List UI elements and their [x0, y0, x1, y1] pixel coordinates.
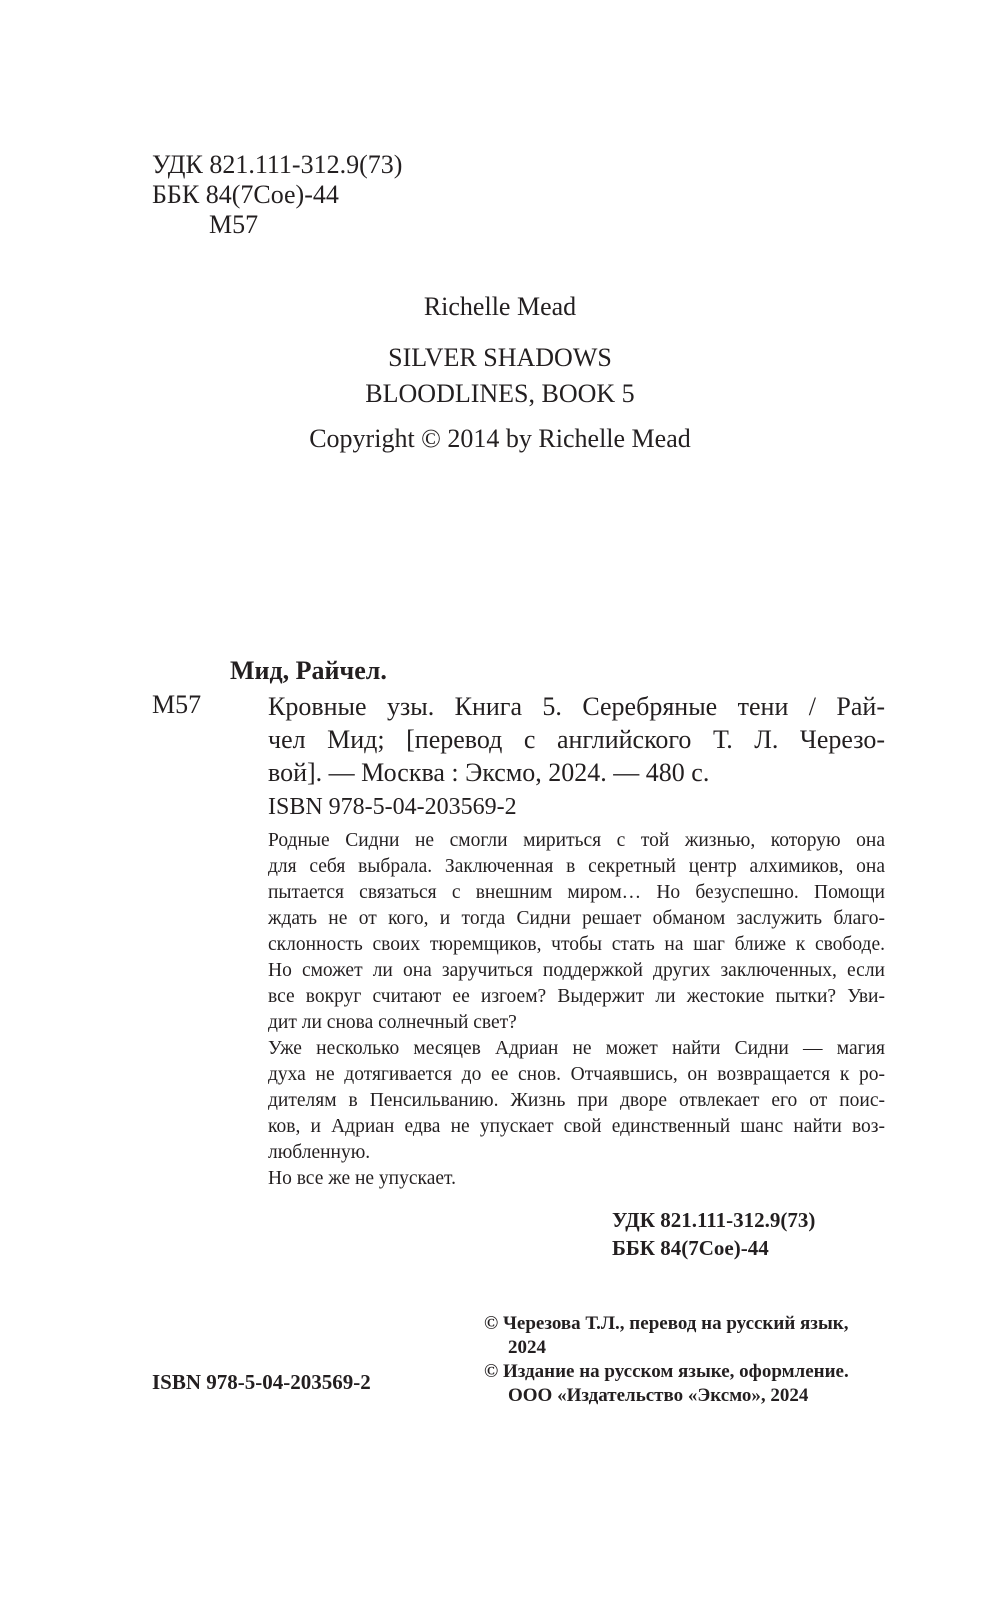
copyrights-ru — [484, 1312, 849, 1408]
annotation-line: дителям в Пенсильванию. Жизнь при дворе отвлекает его от поис- — [268, 1090, 885, 1111]
footer-isbn: ISBN 978-5-04-203569-2 — [152, 1370, 371, 1394]
original-title-line1: SILVER SHADOWS — [388, 343, 612, 372]
annotation-line: пытается связаться с внешним миром… Но безуспешно. Помощи — [268, 882, 885, 903]
classification-codes — [612, 1206, 815, 1262]
original-title-line2: BLOODLINES, BOOK 5 — [365, 379, 635, 408]
annotation-line: все вокруг считают ее изгоем? Выдержит ли жестокие пытки? Уви- — [268, 986, 885, 1007]
annotation — [268, 828, 885, 1192]
original-title — [0, 340, 1000, 412]
original-copyright: Copyright © 2014 by Richelle Mead — [309, 424, 691, 453]
annotation-line: ков, и Адриан едва не упускает свой единственный шанс найти воз- — [268, 1116, 885, 1137]
annotation-line: ждать не от кого, и тогда Сидни решает обманом заслужить благо- — [268, 908, 885, 929]
classification-udk: УДК 821.111-312.9(73) — [612, 1208, 816, 1232]
catalog-entry-line: Кровные узы. Книга 5. Серебряные тени / Рай- — [268, 692, 885, 721]
catalog-code: М57 — [152, 690, 202, 719]
copyright-edition-line1: © Издание на русском языке, оформление. — [484, 1361, 849, 1382]
header-bbk: ББК 84(7Сое)-44 — [152, 180, 339, 209]
annotation-line: Но все же не упускает. — [268, 1168, 456, 1189]
catalog-author: Мид, Райчел. — [230, 656, 387, 685]
annotation-line: Но сможет ли она заручиться поддержкой других заключенных, если — [268, 960, 885, 981]
catalog-isbn: ISBN 978-5-04-203569-2 — [268, 794, 517, 820]
annotation-line: склонность своих тюремщиков, чтобы стать на шаг ближе к свободе. — [268, 934, 885, 955]
copyright-translation-line1: © Черезова Т.Л., перевод на русский язык, — [484, 1313, 849, 1334]
annotation-line: Родные Сидни не смогли мириться с той жизнью, которую она — [268, 830, 885, 851]
catalog-entry-line: вой]. — Москва : Эксмо, 2024. — 480 с. — [268, 758, 710, 787]
header-codes — [152, 150, 402, 240]
annotation-line: Уже несколько месяцев Адриан не может найти Сидни — магия — [268, 1038, 885, 1059]
copyright-translation-line2: 2024 — [508, 1337, 546, 1358]
header-udk: УДК 821.111-312.9(73) — [152, 150, 403, 179]
classification-bbk: ББК 84(7Сое)-44 — [612, 1236, 769, 1260]
copyright-edition-line2: ООО «Издательство «Эксмо», 2024 — [508, 1385, 809, 1406]
header-code: М57 — [209, 210, 259, 239]
annotation-line: для себя выбрала. Заключенная в секретный центр алхимиков, она — [268, 856, 885, 877]
catalog-entry — [268, 690, 885, 789]
annotation-line: дит ли снова солнечный свет? — [268, 1012, 517, 1033]
annotation-line: любленную. — [268, 1142, 371, 1163]
original-author: Richelle Mead — [423, 292, 577, 321]
annotation-line: духа не дотягивается до ее снов. Отчаявшись, он возвращается к ро- — [268, 1064, 885, 1085]
catalog-entry-line: чел Мид; [перевод с английского Т. Л. Черезо- — [268, 725, 885, 754]
